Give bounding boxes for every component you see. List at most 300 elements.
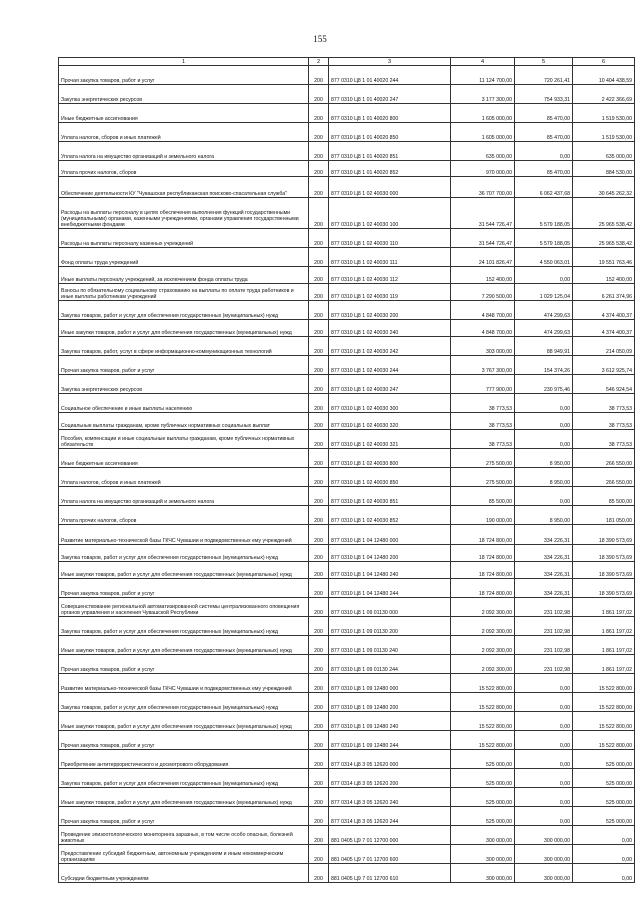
row-remaining-amount: 525 000,00 — [573, 788, 635, 807]
table-row — [59, 693, 635, 712]
row-plan-amount: 970 000,00 — [451, 161, 515, 177]
row-name: Уплата налогов, сборов и иных платежей — [59, 468, 309, 487]
row-name: Прочая закупка товаров, работ и услуг — [59, 579, 309, 598]
table-row — [59, 248, 635, 267]
table-row — [59, 123, 635, 142]
row-executed-amount: 0,00 — [515, 712, 573, 731]
row-plan-amount: 36 707 700,00 — [451, 177, 515, 198]
row-remaining-amount: 3 612 925,74 — [573, 356, 635, 375]
row-name: Взносы по обязательному социальному страхованию на выплаты по оплате труда работников и иные выплаты работникам учреждений — [59, 284, 309, 301]
row-remaining-amount: 1 861 197,02 — [573, 598, 635, 617]
row-budget-code: 881 0405 Ц9 7 01 12700 600 — [329, 845, 451, 864]
row-plan-amount: 300 000,00 — [451, 864, 515, 883]
row-remaining-amount: 18 390 573,69 — [573, 545, 635, 562]
table-row — [59, 562, 635, 579]
row-plan-amount: 38 773,53 — [451, 413, 515, 430]
row-line-code: 200 — [309, 248, 329, 267]
column-header: 4 — [451, 58, 515, 66]
row-plan-amount: 300 000,00 — [451, 845, 515, 864]
row-name: Закупка товаров, работ, услуг в сфере информационно-коммуникационных технологий — [59, 337, 309, 356]
row-budget-code: 877 0310 Ц8 1 04 12480 244 — [329, 579, 451, 598]
row-remaining-amount: 25 965 538,42 — [573, 198, 635, 229]
row-name: Закупка товаров, работ и услуг для обеспечения государственных (муниципальных) нужд — [59, 545, 309, 562]
row-budget-code: 877 0310 Ц8 1 09 01130 240 — [329, 636, 451, 655]
row-name: Прочая закупка товаров, работ и услуг — [59, 356, 309, 375]
row-budget-code: 877 0310 Ц8 1 02 40030 244 — [329, 356, 451, 375]
row-executed-amount: 334 226,31 — [515, 579, 573, 598]
row-plan-amount: 2 092 300,00 — [451, 655, 515, 674]
row-budget-code: 877 0310 Ц8 1 01 40020 247 — [329, 85, 451, 104]
row-budget-code: 877 0310 Ц8 1 02 40030 240 — [329, 320, 451, 337]
row-line-code: 200 — [309, 284, 329, 301]
row-budget-code: 877 0310 Ц8 1 02 40030 111 — [329, 248, 451, 267]
row-remaining-amount: 25 965 538,42 — [573, 229, 635, 248]
table-row — [59, 807, 635, 826]
row-plan-amount: 11 124 700,00 — [451, 66, 515, 85]
row-budget-code: 877 0310 Ц8 1 02 40030 110 — [329, 229, 451, 248]
row-remaining-amount: 525 000,00 — [573, 750, 635, 769]
row-name: Иные закупки товаров, работ и услуг для обеспечения государственных (муниципальных) нужд — [59, 562, 309, 579]
row-line-code: 200 — [309, 598, 329, 617]
row-executed-amount: 231 102,98 — [515, 655, 573, 674]
row-line-code: 200 — [309, 788, 329, 807]
row-name: Иные закупки товаров, работ и услуг для обеспечения государственных (муниципальных) нужд — [59, 712, 309, 731]
row-remaining-amount: 0,00 — [573, 826, 635, 845]
row-remaining-amount: 30 645 262,32 — [573, 177, 635, 198]
row-name: Предоставление субсидий бюджетным, автономным учреждениям и иным некоммерческим организациям — [59, 845, 309, 864]
table-row — [59, 375, 635, 394]
row-remaining-amount: 152 400,00 — [573, 267, 635, 284]
row-plan-amount: 38 773,53 — [451, 430, 515, 449]
table-row — [59, 636, 635, 655]
row-name: Иные бюджетные ассигнования — [59, 104, 309, 123]
row-line-code: 200 — [309, 693, 329, 712]
row-name: Развитие материально-технической базы ГКЧС Чувашии и подведомственных ему учреждений — [59, 674, 309, 693]
row-plan-amount: 18 724 800,00 — [451, 562, 515, 579]
row-name: Обеспечение деятельности КУ "Чувашская республиканская поисково-спасательная служба" — [59, 177, 309, 198]
table-row — [59, 104, 635, 123]
row-line-code: 200 — [309, 731, 329, 750]
row-executed-amount: 334 226,31 — [515, 562, 573, 579]
table-row — [59, 85, 635, 104]
row-plan-amount: 15 522 800,00 — [451, 674, 515, 693]
table-row — [59, 413, 635, 430]
row-plan-amount: 152 400,00 — [451, 267, 515, 284]
row-line-code: 200 — [309, 337, 329, 356]
row-name: Расходы на выплаты персоналу казенных учреждений — [59, 229, 309, 248]
row-name: Закупка энергетических ресурсов — [59, 85, 309, 104]
row-executed-amount: 0,00 — [515, 693, 573, 712]
row-budget-code: 877 0310 Ц8 1 01 40020 851 — [329, 142, 451, 161]
row-line-code: 200 — [309, 750, 329, 769]
row-line-code: 200 — [309, 579, 329, 598]
row-remaining-amount: 0,00 — [573, 845, 635, 864]
row-name: Уплата налога на имущество организаций и земельного налога — [59, 142, 309, 161]
row-line-code: 200 — [309, 468, 329, 487]
table-row — [59, 66, 635, 85]
row-line-code: 200 — [309, 375, 329, 394]
row-line-code: 200 — [309, 66, 329, 85]
table-row — [59, 655, 635, 674]
row-name: Закупка товаров, работ и услуг для обеспечения государственных (муниципальных) нужд — [59, 617, 309, 636]
row-plan-amount: 4 848 700,00 — [451, 301, 515, 320]
row-remaining-amount: 85 500,00 — [573, 487, 635, 506]
row-executed-amount: 754 933,31 — [515, 85, 573, 104]
row-name: Пособия, компенсации и иные социальные выплаты гражданам, кроме публичных нормативных обязательств — [59, 430, 309, 449]
row-plan-amount: 303 000,00 — [451, 337, 515, 356]
row-line-code: 200 — [309, 229, 329, 248]
table-header-row — [59, 58, 635, 66]
row-remaining-amount: 38 773,53 — [573, 394, 635, 413]
row-line-code: 200 — [309, 267, 329, 284]
row-line-code: 200 — [309, 655, 329, 674]
row-executed-amount: 230 975,46 — [515, 375, 573, 394]
row-name: Прочая закупка товаров, работ и услуг — [59, 66, 309, 85]
row-executed-amount: 1 029 125,04 — [515, 284, 573, 301]
row-executed-amount: 0,00 — [515, 413, 573, 430]
row-line-code: 200 — [309, 864, 329, 883]
row-plan-amount: 18 724 800,00 — [451, 525, 515, 545]
row-line-code: 200 — [309, 413, 329, 430]
row-budget-code: 877 0310 Ц8 1 02 40030 800 — [329, 449, 451, 468]
row-plan-amount: 275 500,00 — [451, 468, 515, 487]
table-row — [59, 301, 635, 320]
row-executed-amount: 474 299,63 — [515, 301, 573, 320]
table-row — [59, 430, 635, 449]
row-executed-amount: 0,00 — [515, 731, 573, 750]
row-budget-code: 877 0310 Ц8 1 04 12480 240 — [329, 562, 451, 579]
row-plan-amount: 31 544 726,47 — [451, 229, 515, 248]
row-line-code: 200 — [309, 525, 329, 545]
row-name: Уплата налогов, сборов и иных платежей — [59, 123, 309, 142]
row-remaining-amount: 15 522 800,00 — [573, 712, 635, 731]
row-line-code: 200 — [309, 545, 329, 562]
table-row — [59, 788, 635, 807]
row-line-code: 200 — [309, 198, 329, 229]
row-executed-amount: 0,00 — [515, 807, 573, 826]
row-name: Фонд оплаты труда учреждений — [59, 248, 309, 267]
row-remaining-amount: 1 861 197,02 — [573, 655, 635, 674]
row-budget-code: 877 0314 Ц8 3 05 12620 200 — [329, 769, 451, 788]
row-budget-code: 877 0310 Ц8 1 04 12480 000 — [329, 525, 451, 545]
table-row — [59, 356, 635, 375]
row-executed-amount: 4 550 063,01 — [515, 248, 573, 267]
row-budget-code: 877 0310 Ц8 1 02 40030 100 — [329, 198, 451, 229]
row-name: Прочая закупка товаров, работ и услуг — [59, 807, 309, 826]
table-row — [59, 506, 635, 525]
row-plan-amount: 85 500,00 — [451, 487, 515, 506]
row-budget-code: 877 0310 Ц8 1 09 01130 244 — [329, 655, 451, 674]
table-row — [59, 198, 635, 229]
row-budget-code: 877 0310 Ц8 1 02 40030 112 — [329, 267, 451, 284]
table-row — [59, 750, 635, 769]
row-remaining-amount: 525 000,00 — [573, 769, 635, 788]
row-budget-code: 877 0310 Ц8 1 02 40030 300 — [329, 394, 451, 413]
row-line-code: 200 — [309, 301, 329, 320]
row-budget-code: 881 0405 Ц9 7 01 12700 610 — [329, 864, 451, 883]
row-remaining-amount: 4 374 400,37 — [573, 301, 635, 320]
table-row — [59, 731, 635, 750]
row-name: Закупка энергетических ресурсов — [59, 375, 309, 394]
row-line-code: 200 — [309, 177, 329, 198]
row-budget-code: 877 0310 Ц8 1 01 40020 852 — [329, 161, 451, 177]
row-executed-amount: 300 000,00 — [515, 845, 573, 864]
row-budget-code: 877 0310 Ц8 1 02 40030 321 — [329, 430, 451, 449]
row-name: Прочая закупка товаров, работ и услуг — [59, 731, 309, 750]
row-remaining-amount: 546 924,54 — [573, 375, 635, 394]
row-plan-amount: 2 092 300,00 — [451, 617, 515, 636]
row-executed-amount: 0,00 — [515, 430, 573, 449]
row-name: Иные закупки товаров, работ и услуг для обеспечения государственных (муниципальных) нужд — [59, 636, 309, 655]
row-executed-amount: 0,00 — [515, 674, 573, 693]
row-remaining-amount: 6 261 374,96 — [573, 284, 635, 301]
row-name: Социальные выплаты гражданам, кроме публичных нормативных социальных выплат — [59, 413, 309, 430]
row-budget-code: 877 0310 Ц8 1 09 12480 000 — [329, 674, 451, 693]
row-line-code: 200 — [309, 769, 329, 788]
row-plan-amount: 18 724 800,00 — [451, 579, 515, 598]
table-row — [59, 712, 635, 731]
row-executed-amount: 85 470,00 — [515, 161, 573, 177]
row-plan-amount: 525 000,00 — [451, 788, 515, 807]
row-line-code: 200 — [309, 123, 329, 142]
row-name: Закупка товаров, работ и услуг для обеспечения государственных (муниципальных) нужд — [59, 693, 309, 712]
row-plan-amount: 31 544 726,47 — [451, 198, 515, 229]
row-executed-amount: 6 062 437,68 — [515, 177, 573, 198]
row-remaining-amount: 1 519 530,00 — [573, 123, 635, 142]
row-remaining-amount: 266 550,00 — [573, 449, 635, 468]
row-plan-amount: 4 848 700,00 — [451, 320, 515, 337]
row-budget-code: 877 0310 Ц8 1 09 01130 000 — [329, 598, 451, 617]
row-plan-amount: 777 900,00 — [451, 375, 515, 394]
table-row — [59, 545, 635, 562]
table-row — [59, 769, 635, 788]
row-plan-amount: 525 000,00 — [451, 769, 515, 788]
row-budget-code: 877 0310 Ц8 1 02 40030 851 — [329, 487, 451, 506]
row-executed-amount: 300 000,00 — [515, 826, 573, 845]
table-row — [59, 468, 635, 487]
row-budget-code: 877 0310 Ц8 1 02 40030 247 — [329, 375, 451, 394]
row-budget-code: 877 0310 Ц8 1 02 40030 200 — [329, 301, 451, 320]
table-row — [59, 826, 635, 845]
row-plan-amount: 24 101 826,47 — [451, 248, 515, 267]
row-remaining-amount: 38 773,53 — [573, 430, 635, 449]
row-executed-amount: 300 000,00 — [515, 864, 573, 883]
row-remaining-amount: 15 522 800,00 — [573, 674, 635, 693]
row-plan-amount: 1 605 000,00 — [451, 104, 515, 123]
table-row — [59, 267, 635, 284]
row-executed-amount: 334 226,31 — [515, 545, 573, 562]
row-plan-amount: 38 773,53 — [451, 394, 515, 413]
row-executed-amount: 474 299,63 — [515, 320, 573, 337]
row-remaining-amount: 1 519 530,00 — [573, 104, 635, 123]
row-budget-code: 877 0314 Ц8 3 05 12620 240 — [329, 788, 451, 807]
table-row — [59, 161, 635, 177]
row-remaining-amount: 525 000,00 — [573, 807, 635, 826]
row-remaining-amount: 884 530,00 — [573, 161, 635, 177]
row-executed-amount: 0,00 — [515, 487, 573, 506]
row-budget-code: 877 0314 Ц8 3 05 12620 244 — [329, 807, 451, 826]
row-executed-amount: 0,00 — [515, 394, 573, 413]
row-remaining-amount: 0,00 — [573, 864, 635, 883]
row-budget-code: 877 0310 Ц8 1 02 40030 119 — [329, 284, 451, 301]
row-executed-amount: 8 950,00 — [515, 506, 573, 525]
table-row — [59, 142, 635, 161]
row-remaining-amount: 181 050,00 — [573, 506, 635, 525]
row-budget-code: 877 0310 Ц8 1 09 12480 200 — [329, 693, 451, 712]
row-remaining-amount: 38 773,53 — [573, 413, 635, 430]
row-executed-amount: 720 261,41 — [515, 66, 573, 85]
row-line-code: 200 — [309, 320, 329, 337]
row-remaining-amount: 214 050,09 — [573, 337, 635, 356]
row-name: Расходы на выплаты персоналу в целях обеспечения выполнения функций государственными (муниципальными) органами, казенными учреждениями, органами управления государственными внебюджетными фондами — [59, 198, 309, 229]
row-line-code: 200 — [309, 394, 329, 413]
table-row — [59, 229, 635, 248]
row-plan-amount: 15 522 800,00 — [451, 712, 515, 731]
row-name: Субсидии бюджетным учреждениям — [59, 864, 309, 883]
row-plan-amount: 15 522 800,00 — [451, 731, 515, 750]
row-name: Иные закупки товаров, работ и услуг для обеспечения государственных (муниципальных) нужд — [59, 788, 309, 807]
row-line-code: 200 — [309, 142, 329, 161]
row-name: Иные выплаты персоналу учреждений, за исключением фонда оплаты труда — [59, 267, 309, 284]
row-plan-amount: 1 605 000,00 — [451, 123, 515, 142]
row-executed-amount: 231 102,98 — [515, 617, 573, 636]
row-plan-amount: 3 177 300,00 — [451, 85, 515, 104]
row-line-code: 200 — [309, 85, 329, 104]
row-plan-amount: 2 092 300,00 — [451, 636, 515, 655]
column-header: 2 — [309, 58, 329, 66]
row-executed-amount: 154 374,26 — [515, 356, 573, 375]
row-plan-amount: 7 290 500,00 — [451, 284, 515, 301]
table-row — [59, 449, 635, 468]
row-name: Уплата налога на имущество организаций и земельного налога — [59, 487, 309, 506]
row-remaining-amount: 266 550,00 — [573, 468, 635, 487]
row-budget-code: 877 0310 Ц8 1 02 40030 852 — [329, 506, 451, 525]
row-executed-amount: 85 470,00 — [515, 104, 573, 123]
row-line-code: 200 — [309, 674, 329, 693]
table-row — [59, 320, 635, 337]
row-plan-amount: 15 522 800,00 — [451, 693, 515, 712]
row-budget-code: 877 0310 Ц8 1 09 12480 240 — [329, 712, 451, 731]
row-line-code: 200 — [309, 562, 329, 579]
row-name: Уплата прочих налогов, сборов — [59, 161, 309, 177]
row-budget-code: 877 0310 Ц8 1 04 12480 200 — [329, 545, 451, 562]
page-number: 155 — [313, 34, 327, 44]
row-plan-amount: 2 092 300,00 — [451, 598, 515, 617]
table-row — [59, 177, 635, 198]
row-executed-amount: 88 949,91 — [515, 337, 573, 356]
row-budget-code: 877 0310 Ц8 1 01 40020 244 — [329, 66, 451, 85]
row-executed-amount: 5 579 188,05 — [515, 198, 573, 229]
row-remaining-amount: 15 522 800,00 — [573, 693, 635, 712]
row-line-code: 200 — [309, 487, 329, 506]
row-executed-amount: 0,00 — [515, 142, 573, 161]
row-plan-amount: 18 724 800,00 — [451, 545, 515, 562]
row-remaining-amount: 4 374 400,37 — [573, 320, 635, 337]
row-plan-amount: 635 000,00 — [451, 142, 515, 161]
row-executed-amount: 5 579 188,05 — [515, 229, 573, 248]
table-row — [59, 394, 635, 413]
row-budget-code: 877 0310 Ц8 1 01 40020 800 — [329, 104, 451, 123]
table-row — [59, 674, 635, 693]
row-executed-amount: 231 102,98 — [515, 598, 573, 617]
column-header: 1 — [59, 58, 309, 66]
row-budget-code: 877 0310 Ц8 1 09 01130 200 — [329, 617, 451, 636]
row-executed-amount: 8 950,00 — [515, 468, 573, 487]
column-header: 3 — [329, 58, 451, 66]
row-name: Развитие материально-технической базы ГКЧС Чувашии и подведомственных ему учреждений — [59, 525, 309, 545]
row-line-code: 200 — [309, 636, 329, 655]
row-remaining-amount: 15 522 800,00 — [573, 731, 635, 750]
row-name: Проведение эпизоотологического мониторинга заразных, в том числе особо опасных, болезней животных — [59, 826, 309, 845]
row-executed-amount: 334 226,31 — [515, 525, 573, 545]
table-row — [59, 487, 635, 506]
row-budget-code: 877 0310 Ц8 1 01 40020 850 — [329, 123, 451, 142]
row-budget-code: 877 0310 Ц8 1 02 40030 320 — [329, 413, 451, 430]
row-name: Приобретение антитеррористического и досмотрового оборудования — [59, 750, 309, 769]
row-remaining-amount: 19 551 763,46 — [573, 248, 635, 267]
row-remaining-amount: 635 000,00 — [573, 142, 635, 161]
table-row — [59, 525, 635, 545]
row-executed-amount: 231 102,98 — [515, 636, 573, 655]
row-executed-amount: 0,00 — [515, 267, 573, 284]
row-budget-code: 877 0314 Ц8 3 05 12620 000 — [329, 750, 451, 769]
row-plan-amount: 300 000,00 — [451, 826, 515, 845]
row-executed-amount: 8 950,00 — [515, 449, 573, 468]
row-name: Иные бюджетные ассигнования — [59, 449, 309, 468]
table-row — [59, 845, 635, 864]
row-executed-amount: 0,00 — [515, 788, 573, 807]
row-remaining-amount: 18 390 573,69 — [573, 525, 635, 545]
row-remaining-amount: 1 861 197,02 — [573, 636, 635, 655]
row-name: Закупка товаров, работ и услуг для обеспечения государственных (муниципальных) нужд — [59, 301, 309, 320]
row-name: Иные закупки товаров, работ и услуг для обеспечения государственных (муниципальных) нужд — [59, 320, 309, 337]
row-name: Совершенствование региональной автоматизированной системы централизованного оповещения органов управления и населения Чувашской Республики — [59, 598, 309, 617]
row-line-code: 200 — [309, 430, 329, 449]
row-budget-code: 877 0310 Ц8 1 02 40030 850 — [329, 468, 451, 487]
row-line-code: 200 — [309, 449, 329, 468]
row-plan-amount: 275 500,00 — [451, 449, 515, 468]
row-budget-code: 881 0405 Ц9 7 01 12700 000 — [329, 826, 451, 845]
row-name: Закупка товаров, работ и услуг для обеспечения государственных (муниципальных) нужд — [59, 769, 309, 788]
row-remaining-amount: 18 390 573,69 — [573, 579, 635, 598]
row-line-code: 200 — [309, 356, 329, 375]
row-executed-amount: 85 470,00 — [515, 123, 573, 142]
table-row — [59, 864, 635, 883]
row-executed-amount: 0,00 — [515, 769, 573, 788]
row-remaining-amount: 2 422 366,69 — [573, 85, 635, 104]
column-header: 5 — [515, 58, 573, 66]
table-row — [59, 284, 635, 301]
row-budget-code: 877 0310 Ц8 1 09 12480 244 — [329, 731, 451, 750]
row-line-code: 200 — [309, 617, 329, 636]
row-line-code: 200 — [309, 506, 329, 525]
row-remaining-amount: 1 861 197,02 — [573, 617, 635, 636]
row-remaining-amount: 18 390 573,69 — [573, 562, 635, 579]
table-row — [59, 337, 635, 356]
row-plan-amount: 525 000,00 — [451, 807, 515, 826]
row-executed-amount: 0,00 — [515, 750, 573, 769]
row-remaining-amount: 10 404 438,59 — [573, 66, 635, 85]
row-plan-amount: 190 000,00 — [451, 506, 515, 525]
row-budget-code: 877 0310 Ц8 1 02 40030 000 — [329, 177, 451, 198]
row-line-code: 200 — [309, 712, 329, 731]
row-line-code: 200 — [309, 807, 329, 826]
table-row — [59, 617, 635, 636]
row-line-code: 200 — [309, 104, 329, 123]
row-name: Социальное обеспечение и иные выплаты населению — [59, 394, 309, 413]
budget-execution-table — [58, 57, 635, 883]
row-plan-amount: 525 000,00 — [451, 750, 515, 769]
